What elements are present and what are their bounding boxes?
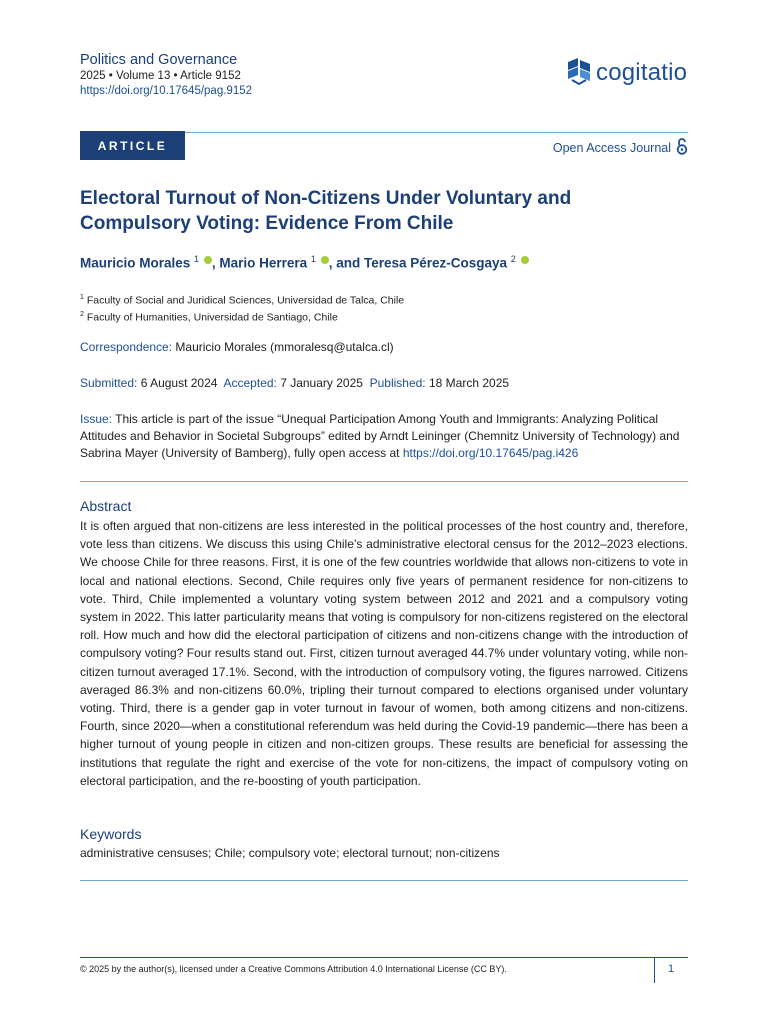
author-separator: ,: [211, 255, 220, 271]
keywords-body: administrative censuses; Chile; compulsory vote; electoral turnout; non-citizens: [80, 846, 500, 860]
open-lock-icon: [676, 138, 688, 158]
affiliation-number: 2: [80, 310, 84, 318]
author-list: [80, 254, 529, 271]
section-divider: [80, 880, 688, 881]
author-name[interactable]: Mauricio Morales: [80, 255, 191, 271]
journal-name: Politics and Governance: [80, 52, 238, 68]
journal-meta: 2025 • Volume 13 • Article 9152: [80, 70, 241, 82]
issue-info: [80, 411, 688, 462]
affiliation-text: Faculty of Humanities, Universidad de Santiago, Chile: [86, 311, 338, 323]
orcid-icon[interactable]: [321, 256, 329, 264]
submitted-date: 6 August 2024: [140, 376, 218, 390]
logo-text: cogitatio: [596, 59, 688, 86]
section-divider: [80, 481, 688, 482]
cogitatio-logo: [566, 55, 696, 91]
keywords-heading: Keywords: [80, 826, 142, 842]
author-separator: , and: [328, 255, 364, 271]
issue-link[interactable]: https://doi.org/10.17645/pag.i426: [402, 446, 579, 460]
license-notice: © 2025 by the author(s), licensed under a Creative Commons Attribution 4.0 International License (CC BY).: [80, 964, 507, 974]
open-access-text: Open Access Journal: [552, 141, 671, 155]
issue-text: This article is part of the issue “Unequal Participation Among Youth and Immigrants: Analyzing Political Attitudes and Behavior in Societal Subgroups” edited by Arndt Leininger (Chemnitz University of Technology) and Sabrina Mayer (University of Bamberg), fully open access at: [80, 412, 680, 460]
article-type-badge: ARTICLE: [80, 131, 185, 160]
author-name[interactable]: Mario Herrera: [219, 255, 308, 271]
published-label: Published:: [369, 376, 426, 390]
page-number: 1: [668, 963, 675, 975]
open-book-icon: [566, 56, 592, 91]
publication-dates: [80, 376, 509, 390]
author-affiliation-number: 1: [194, 254, 200, 264]
affiliations: [80, 291, 404, 324]
footer-divider: [80, 957, 688, 958]
header-divider: [185, 132, 688, 133]
correspondence-value: Mauricio Morales (mmoralesq@utalca.cl): [175, 340, 394, 354]
published-date: 18 March 2025: [428, 376, 510, 390]
author-name[interactable]: Teresa Pérez-Cosgaya: [363, 255, 508, 271]
abstract-heading: Abstract: [80, 498, 132, 514]
affiliation-item: [80, 308, 404, 325]
open-access-label: [553, 138, 688, 158]
correspondence-label: Correspondence:: [80, 340, 173, 354]
accepted-date: 7 January 2025: [280, 376, 363, 390]
article-title: Electoral Turnout of Non-Citizens Under Voluntary and Compulsory Voting: Evidence From Chile: [80, 188, 572, 234]
submitted-label: Submitted:: [80, 376, 138, 390]
footer-separator: [654, 957, 655, 983]
orcid-icon[interactable]: [204, 256, 212, 264]
journal-doi-link[interactable]: https://doi.org/10.17645/pag.9152: [80, 85, 253, 97]
affiliation-text: Faculty of Social and Juridical Sciences, Universidad de Talca, Chile: [86, 294, 405, 307]
correspondence: [80, 340, 394, 354]
issue-label: Issue:: [80, 412, 113, 426]
abstract-body: It is often argued that non-citizens are less interested in the political processes of the host country and, therefore, vote less than citizens. We discuss this using Chile’s administrative electoral census for the 2012–2023 elections. We choose Chile for three reasons. First, it is one of the few countries worldwide that allows non-citizens to vote in local and national elections. Second, Chile requires only five years of permanent residence for non-citizens to vote. Third, Chile implemented a voluntary voting system between 2012 and 2021 and a compulsory voting system in 2022. This latter particularity means that voting is compulsory for non-citizens registered on the electoral roll. How much and how did the electoral participation of citizens and non-citizens change with the introduction of compulsory voting? Four results stand out. First, citizen turnout averaged 44.7% under voluntary voting, while non-citizen turnout averaged 17.1%. Second, with the introduction of compulsory voting, the figures narrowed. Citizens averaged 86.3% and non-citizens 60.0%, tripling their turnout compared to elections organised under voluntary voting. Third, there is a gender gap in voter turnout in favour of women, both among citizens and non-citizens. Fourth, since 2020—when a constitutional referendum was held during the Covid-19 pandemic—there has been a higher turnout of young people in citizen and non-citizen groups. These results are beneficial for assessing the institutions that regulate the right and exercise of the vote for non-citizens, the impact of compulsory voting on electoral participation, and the re-boosting of youth participation.: [80, 519, 688, 788]
accepted-label: Accepted:: [223, 376, 277, 390]
orcid-icon[interactable]: [521, 256, 529, 264]
author-affiliation-number: 1: [310, 254, 316, 264]
author-affiliation-number: 2: [510, 254, 516, 264]
affiliation-item: [80, 291, 404, 308]
affiliation-number: 1: [80, 294, 84, 301]
